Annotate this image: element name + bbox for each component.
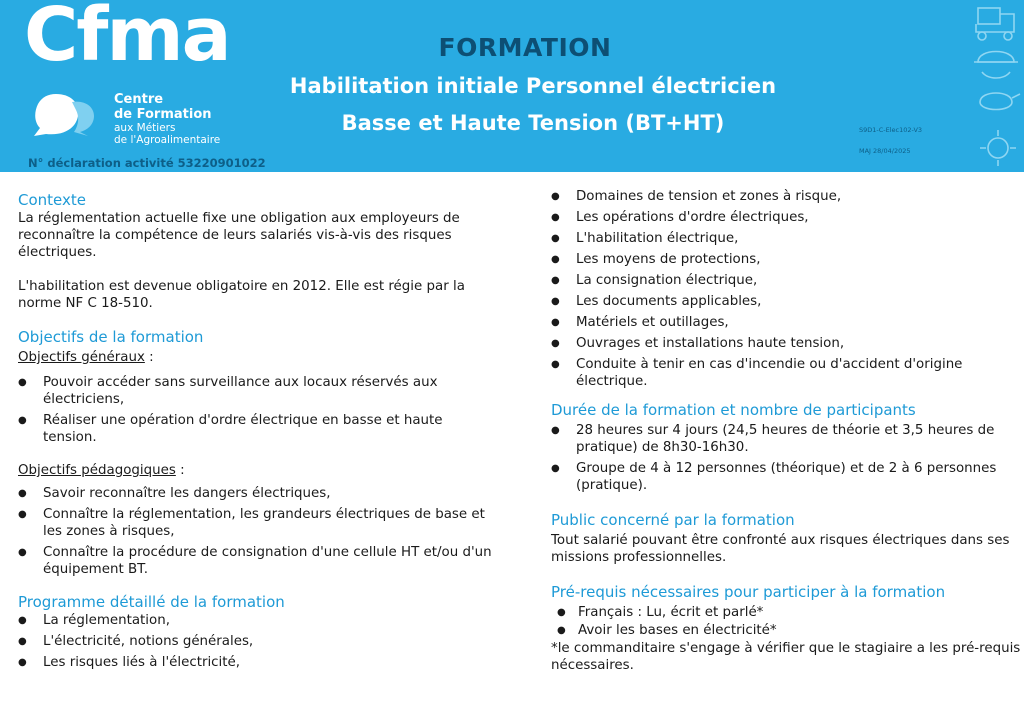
list-item: ● Savoir reconnaître les dangers électriques, bbox=[18, 485, 496, 502]
list-item: ● Les opérations d'ordre électriques, bbox=[551, 209, 1024, 226]
update-date: MAJ 28/04/2025 bbox=[859, 147, 911, 155]
declaration-number: N° déclaration activité 53220901022 bbox=[28, 156, 266, 170]
section-title-programme: Programme détaillé de la formation bbox=[18, 593, 285, 611]
course-title-line1: Habilitation initiale Personnel électricien bbox=[289, 74, 777, 98]
objectifs-pedagogiques-heading: Objectifs pédagogiques : bbox=[18, 463, 185, 478]
prerequis-list bbox=[551, 604, 1024, 639]
prerequis-note: *le commanditaire s'engage à vérifier que le stagiaire a les pré-requis nécessaires. bbox=[551, 641, 1021, 673]
list-item: ● La réglementation, bbox=[18, 612, 496, 629]
list-item: ● L'habilitation électrique, bbox=[551, 230, 1024, 247]
objectifs-pedagogiques-list bbox=[18, 485, 496, 578]
centre-name: Centre de Formation bbox=[114, 92, 212, 122]
section-title-prerequis: Pré-requis nécessaires pour participer à la formation bbox=[551, 583, 946, 601]
list-item: ● Pouvoir accéder sans surveillance aux locaux réservés aux électriciens, bbox=[18, 374, 496, 408]
list-item: ● Connaître la réglementation, les grandeurs électriques de base et les zones à risques, bbox=[18, 506, 496, 540]
contexte-paragraph-2: L'habilitation est devenue obligatoire en 2012. Elle est régie par la norme NF C 18-510. bbox=[18, 279, 465, 311]
list-item: ● Réaliser une opération d'ordre électrique en basse et haute tension. bbox=[18, 412, 496, 446]
list-item: ● La consignation électrique, bbox=[551, 272, 1024, 289]
document-reference: S9D1-C-Elec102-V3 bbox=[859, 126, 923, 134]
list-item: ● Français : Lu, écrit et parlé* bbox=[551, 604, 1024, 621]
course-title-line2: Basse et Haute Tension (BT+HT) bbox=[341, 111, 725, 135]
objectifs-generaux-list bbox=[18, 374, 496, 446]
list-item: ● Les risques liés à l'électricité, bbox=[18, 654, 496, 671]
left-column bbox=[18, 190, 496, 675]
right-column bbox=[551, 188, 1024, 674]
list-item: ● Conduite à tenir en cas d'incendie ou d'accident d'origine électrique. bbox=[551, 356, 1024, 390]
list-item: ● Avoir les bases en électricité* bbox=[551, 622, 1024, 639]
industry-pictograms-icon bbox=[968, 2, 1024, 170]
objectifs-generaux-heading: Objectifs généraux : bbox=[18, 350, 154, 365]
section-title-objectifs: Objectifs de la formation bbox=[18, 328, 204, 346]
list-item: ● L'électricité, notions générales, bbox=[18, 633, 496, 650]
list-item: ● Matériels et outillages, bbox=[551, 314, 1024, 331]
list-item: ● Connaître la procédure de consignation d'une cellule HT et/ou d'un équipement BT. bbox=[18, 544, 496, 578]
contexte-paragraph-1: La réglementation actuelle fixe une obligation aux employeurs de reconnaître la compétence de leurs salariés vis-à-vis des risques électriques. bbox=[18, 211, 460, 260]
header-banner bbox=[0, 0, 1024, 172]
list-item: ● Les moyens de protections, bbox=[551, 251, 1024, 268]
formation-label: FORMATION bbox=[438, 33, 612, 62]
section-title-duree: Durée de la formation et nombre de participants bbox=[551, 401, 916, 419]
public-text: Tout salarié pouvant être confronté aux risques électriques dans ses missions professionnelles. bbox=[551, 533, 1010, 565]
programme-list-part1 bbox=[18, 612, 496, 671]
list-item: ● Groupe de 4 à 12 personnes (théorique) et de 2 à 6 personnes (pratique). bbox=[551, 460, 1024, 494]
list-item: ● Les documents applicables, bbox=[551, 293, 1024, 310]
list-item: ● Ouvrages et installations haute tension, bbox=[551, 335, 1024, 352]
section-title-public: Public concerné par la formation bbox=[551, 511, 795, 529]
list-item: ● Domaines de tension et zones à risque, bbox=[551, 188, 1024, 205]
duree-list bbox=[551, 422, 1024, 494]
programme-list-part2 bbox=[551, 188, 1024, 390]
cfma-logo: Cfma bbox=[24, 0, 230, 78]
list-item: ● 28 heures sur 4 jours (24,5 heures de théorie et 3,5 heures de pratique) de 8h30-16h30. bbox=[551, 422, 1024, 456]
section-title-contexte: Contexte bbox=[18, 191, 86, 209]
centre-subtitle: aux Métiers de l'Agroalimentaire bbox=[114, 122, 221, 146]
